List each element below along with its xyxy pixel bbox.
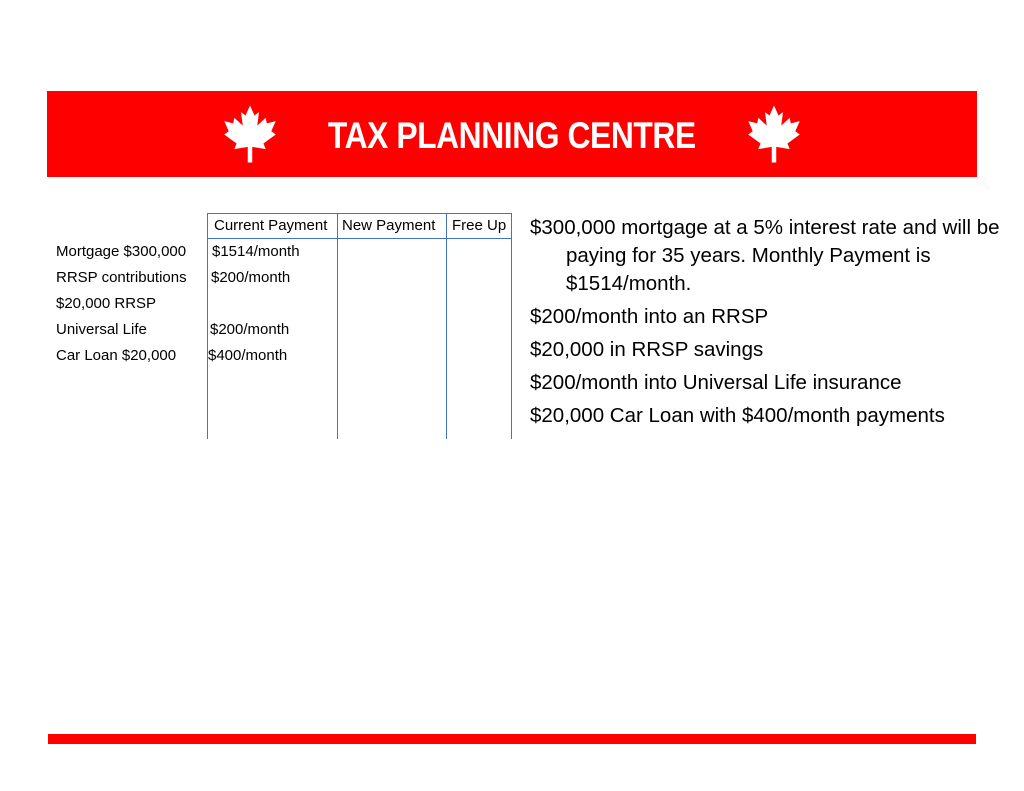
header-free-up: Free Up	[452, 217, 507, 234]
row-current-universal-life: $200/month	[210, 321, 290, 338]
footer-bar	[48, 734, 976, 744]
header-new-payment: New Payment	[342, 217, 436, 234]
banner-content	[47, 91, 977, 177]
note-item: $20,000 Car Loan with $400/month payments	[530, 404, 945, 427]
table-column-divider	[446, 213, 447, 439]
row-current-car-loan: $400/month	[208, 347, 288, 364]
header-current-payment: Current Payment	[214, 217, 328, 234]
note-item: $200/month into an RRSP	[530, 305, 769, 328]
table-header-bottom-border	[207, 238, 512, 239]
row-current-mortgage: $1514/month	[212, 243, 300, 260]
row-label-rrsp-contributions: RRSP contributions	[56, 269, 187, 286]
maple-leaf-icon	[222, 103, 278, 165]
row-current-rrsp-contributions: $200/month	[211, 269, 291, 286]
note-item: $20,000 in RRSP savings	[530, 338, 764, 361]
row-label-rrsp-savings: $20,000 RRSP	[56, 295, 157, 312]
table-column-divider	[207, 213, 208, 439]
table-column-divider	[511, 213, 512, 439]
note-item: $300,000 mortgage at a 5% interest rate and will be paying for 35 years. Monthly Payment is $1514/month.	[530, 216, 1000, 295]
header-banner	[47, 91, 977, 177]
row-label-universal-life: Universal Life	[56, 321, 147, 338]
table-column-divider	[337, 213, 338, 439]
note-item: $200/month into Universal Life insurance	[530, 371, 902, 394]
table-header-top-border	[207, 213, 512, 214]
banner-title: TAX PLANNING CENTRE	[328, 115, 696, 156]
notes-list	[530, 214, 1010, 435]
row-label-car-loan: Car Loan $20,000	[56, 347, 177, 364]
row-label-mortgage: Mortgage $300,000	[56, 243, 187, 260]
maple-leaf-icon	[746, 103, 802, 165]
